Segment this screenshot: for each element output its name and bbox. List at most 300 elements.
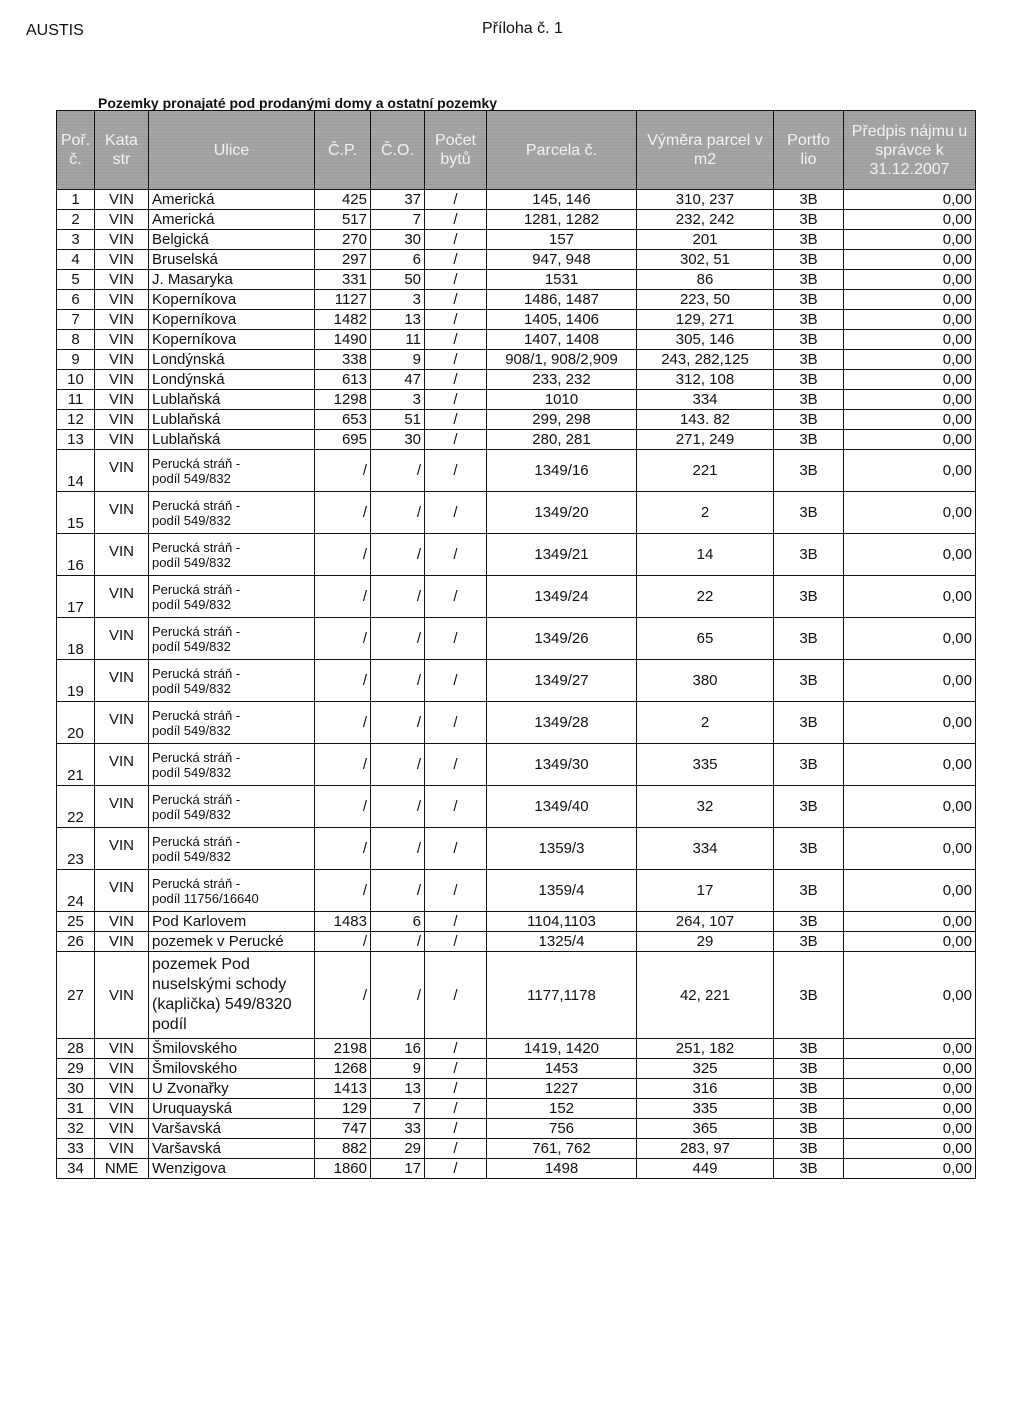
cell-pocet: / bbox=[425, 932, 487, 952]
cell-portfolio: 3B bbox=[774, 702, 844, 744]
cell-co: / bbox=[371, 828, 425, 870]
cell-pocet: / bbox=[425, 330, 487, 350]
cell-parcela: 1177,1178 bbox=[487, 952, 637, 1039]
header-appendix: Příloha č. 1 bbox=[482, 20, 563, 37]
cell-parcela: 280, 281 bbox=[487, 430, 637, 450]
cell-kat: VIN bbox=[95, 870, 149, 912]
col-header-vymera: Výměra parcel v m2 bbox=[637, 111, 774, 190]
cell-cp: 517 bbox=[315, 210, 371, 230]
cell-vymera: 312, 108 bbox=[637, 370, 774, 390]
cell-por: 20 bbox=[57, 702, 95, 744]
cell-predpis: 0,00 bbox=[844, 786, 976, 828]
cell-kat: VIN bbox=[95, 744, 149, 786]
cell-parcela: 1453 bbox=[487, 1059, 637, 1079]
cell-vymera: 310, 237 bbox=[637, 190, 774, 210]
cell-ulice bbox=[149, 786, 315, 828]
cell-predpis: 0,00 bbox=[844, 1079, 976, 1099]
cell-por: 21 bbox=[57, 744, 95, 786]
cell-kat: VIN bbox=[95, 190, 149, 210]
cell-por: 9 bbox=[57, 350, 95, 370]
cell-co: / bbox=[371, 702, 425, 744]
cell-vymera: 305, 146 bbox=[637, 330, 774, 350]
cell-predpis: 0,00 bbox=[844, 1119, 976, 1139]
cell-co: 37 bbox=[371, 190, 425, 210]
cell-co: / bbox=[371, 450, 425, 492]
cell-vymera: 143. 82 bbox=[637, 410, 774, 430]
cell-co: 29 bbox=[371, 1139, 425, 1159]
header-row bbox=[57, 111, 976, 190]
cell-parcela: 299, 298 bbox=[487, 410, 637, 430]
cell-pocet: / bbox=[425, 786, 487, 828]
street-line-1: Perucká stráň - bbox=[152, 498, 241, 513]
cell-pocet: / bbox=[425, 270, 487, 290]
cell-por: 8 bbox=[57, 330, 95, 350]
cell-por: 22 bbox=[57, 786, 95, 828]
cell-parcela: 1349/30 bbox=[487, 744, 637, 786]
cell-vymera: 2 bbox=[637, 492, 774, 534]
cell-ulice: Koperníkova bbox=[149, 310, 315, 330]
cell-portfolio: 3B bbox=[774, 534, 844, 576]
cell-ulice: Lublaňská bbox=[149, 410, 315, 430]
cell-portfolio: 3B bbox=[774, 492, 844, 534]
cell-co: 30 bbox=[371, 230, 425, 250]
cell-ulice bbox=[149, 450, 315, 492]
cell-predpis: 0,00 bbox=[844, 1039, 976, 1059]
cell-parcela: 908/1, 908/2,909 bbox=[487, 350, 637, 370]
cell-kat: VIN bbox=[95, 1139, 149, 1159]
cell-pocet: / bbox=[425, 310, 487, 330]
table-row bbox=[57, 1059, 976, 1079]
cell-vymera: 365 bbox=[637, 1119, 774, 1139]
cell-kat: VIN bbox=[95, 492, 149, 534]
table-title: Pozemky pronajaté pod prodanými domy a ostatní pozemky bbox=[98, 95, 498, 111]
table-row bbox=[57, 702, 976, 744]
cell-vymera: 86 bbox=[637, 270, 774, 290]
table-row bbox=[57, 270, 976, 290]
cell-vymera: 335 bbox=[637, 1099, 774, 1119]
cell-parcela: 1227 bbox=[487, 1079, 637, 1099]
cell-predpis: 0,00 bbox=[844, 744, 976, 786]
cell-ulice: Šmilovského bbox=[149, 1039, 315, 1059]
land-table-wrap bbox=[56, 110, 975, 1179]
cell-predpis: 0,00 bbox=[844, 450, 976, 492]
street-line-1: Perucká stráň - bbox=[152, 456, 241, 471]
cell-predpis: 0,00 bbox=[844, 828, 976, 870]
cell-pocet: / bbox=[425, 190, 487, 210]
cell-portfolio: 3B bbox=[774, 786, 844, 828]
cell-predpis: 0,00 bbox=[844, 492, 976, 534]
cell-por: 12 bbox=[57, 410, 95, 430]
table-row bbox=[57, 250, 976, 270]
cell-por: 10 bbox=[57, 370, 95, 390]
cell-por: 26 bbox=[57, 932, 95, 952]
cell-ulice bbox=[149, 492, 315, 534]
cell-pocet: / bbox=[425, 618, 487, 660]
street-line-1: Perucká stráň - bbox=[152, 792, 241, 807]
cell-kat: VIN bbox=[95, 534, 149, 576]
table-row bbox=[57, 492, 976, 534]
street-line-2: podíl 549/832 bbox=[152, 639, 231, 654]
table-body bbox=[57, 190, 976, 1179]
cell-pocet: / bbox=[425, 1079, 487, 1099]
table-row bbox=[57, 1079, 976, 1099]
cell-cp: 695 bbox=[315, 430, 371, 450]
cell-por: 7 bbox=[57, 310, 95, 330]
cell-parcela: 1349/26 bbox=[487, 618, 637, 660]
cell-parcela: 1405, 1406 bbox=[487, 310, 637, 330]
cell-cp: 331 bbox=[315, 270, 371, 290]
col-header-portfolio: Portfo lio bbox=[774, 111, 844, 190]
table-row bbox=[57, 230, 976, 250]
cell-cp: / bbox=[315, 576, 371, 618]
cell-ulice bbox=[149, 576, 315, 618]
cell-pocet: / bbox=[425, 450, 487, 492]
cell-ulice: Koperníkova bbox=[149, 330, 315, 350]
cell-co: 7 bbox=[371, 210, 425, 230]
cell-kat: VIN bbox=[95, 828, 149, 870]
table-row bbox=[57, 660, 976, 702]
street-line-2: podíl 549/832 bbox=[152, 555, 231, 570]
cell-predpis: 0,00 bbox=[844, 912, 976, 932]
table-row bbox=[57, 1139, 976, 1159]
cell-portfolio: 3B bbox=[774, 370, 844, 390]
col-header-kat: Kata str bbox=[95, 111, 149, 190]
cell-pocet: / bbox=[425, 390, 487, 410]
cell-por: 30 bbox=[57, 1079, 95, 1099]
street-line-2: podíl 549/832 bbox=[152, 513, 231, 528]
cell-cp: 1490 bbox=[315, 330, 371, 350]
table-row bbox=[57, 450, 976, 492]
cell-vymera: 283, 97 bbox=[637, 1139, 774, 1159]
table-row bbox=[57, 534, 976, 576]
cell-parcela: 1010 bbox=[487, 390, 637, 410]
cell-vymera: 264, 107 bbox=[637, 912, 774, 932]
cell-portfolio: 3B bbox=[774, 1119, 844, 1139]
cell-co: / bbox=[371, 660, 425, 702]
cell-pocet: / bbox=[425, 576, 487, 618]
cell-parcela: 152 bbox=[487, 1099, 637, 1119]
cell-ulice bbox=[149, 744, 315, 786]
cell-cp: 1483 bbox=[315, 912, 371, 932]
cell-ulice: Londýnská bbox=[149, 350, 315, 370]
cell-vymera: 223, 50 bbox=[637, 290, 774, 310]
cell-pocet: / bbox=[425, 870, 487, 912]
cell-predpis: 0,00 bbox=[844, 330, 976, 350]
cell-por: 14 bbox=[57, 450, 95, 492]
table-row bbox=[57, 290, 976, 310]
cell-predpis: 0,00 bbox=[844, 290, 976, 310]
cell-pocet: / bbox=[425, 370, 487, 390]
cell-kat: VIN bbox=[95, 390, 149, 410]
cell-parcela: 1486, 1487 bbox=[487, 290, 637, 310]
cell-kat: VIN bbox=[95, 230, 149, 250]
cell-kat: VIN bbox=[95, 330, 149, 350]
cell-predpis: 0,00 bbox=[844, 210, 976, 230]
cell-predpis: 0,00 bbox=[844, 410, 976, 430]
cell-vymera: 271, 249 bbox=[637, 430, 774, 450]
table-row bbox=[57, 310, 976, 330]
cell-co: 30 bbox=[371, 430, 425, 450]
cell-por: 23 bbox=[57, 828, 95, 870]
cell-predpis: 0,00 bbox=[844, 870, 976, 912]
cell-kat: VIN bbox=[95, 270, 149, 290]
cell-portfolio: 3B bbox=[774, 450, 844, 492]
cell-pocet: / bbox=[425, 744, 487, 786]
cell-ulice: U Zvonařky bbox=[149, 1079, 315, 1099]
cell-parcela: 1349/16 bbox=[487, 450, 637, 492]
cell-portfolio: 3B bbox=[774, 1059, 844, 1079]
cell-parcela: 947, 948 bbox=[487, 250, 637, 270]
street-line-1: Perucká stráň - bbox=[152, 834, 241, 849]
cell-portfolio: 3B bbox=[774, 230, 844, 250]
cell-pocet: / bbox=[425, 1099, 487, 1119]
cell-portfolio: 3B bbox=[774, 828, 844, 870]
street-line-1: Perucká stráň - bbox=[152, 708, 241, 723]
cell-pocet: / bbox=[425, 1139, 487, 1159]
cell-cp: 613 bbox=[315, 370, 371, 390]
cell-cp: / bbox=[315, 932, 371, 952]
cell-kat: VIN bbox=[95, 1099, 149, 1119]
cell-co: 7 bbox=[371, 1099, 425, 1119]
cell-kat: VIN bbox=[95, 702, 149, 744]
cell-kat: VIN bbox=[95, 1119, 149, 1139]
cell-ulice bbox=[149, 702, 315, 744]
street-line-2: podíl 549/832 bbox=[152, 471, 231, 486]
cell-por: 11 bbox=[57, 390, 95, 410]
cell-vymera: 201 bbox=[637, 230, 774, 250]
table-row bbox=[57, 370, 976, 390]
cell-co: 17 bbox=[371, 1159, 425, 1179]
cell-portfolio: 3B bbox=[774, 1099, 844, 1119]
cell-cp: 882 bbox=[315, 1139, 371, 1159]
cell-portfolio: 3B bbox=[774, 250, 844, 270]
cell-co: 6 bbox=[371, 912, 425, 932]
table-row bbox=[57, 932, 976, 952]
cell-vymera: 2 bbox=[637, 702, 774, 744]
cell-kat: VIN bbox=[95, 430, 149, 450]
cell-portfolio: 3B bbox=[774, 618, 844, 660]
cell-ulice: Americká bbox=[149, 190, 315, 210]
cell-vymera: 129, 271 bbox=[637, 310, 774, 330]
cell-cp: 747 bbox=[315, 1119, 371, 1139]
cell-vymera: 325 bbox=[637, 1059, 774, 1079]
land-table bbox=[56, 110, 976, 1179]
cell-co: 51 bbox=[371, 410, 425, 430]
cell-vymera: 14 bbox=[637, 534, 774, 576]
cell-cp: 129 bbox=[315, 1099, 371, 1119]
table-row bbox=[57, 330, 976, 350]
cell-ulice: Bruselská bbox=[149, 250, 315, 270]
cell-portfolio: 3B bbox=[774, 210, 844, 230]
cell-portfolio: 3B bbox=[774, 1139, 844, 1159]
table-row bbox=[57, 618, 976, 660]
cell-cp: 1482 bbox=[315, 310, 371, 330]
col-header-co: Č.O. bbox=[371, 111, 425, 190]
cell-cp: 1860 bbox=[315, 1159, 371, 1179]
cell-ulice: Americká bbox=[149, 210, 315, 230]
cell-parcela: 1349/28 bbox=[487, 702, 637, 744]
cell-por: 6 bbox=[57, 290, 95, 310]
cell-kat: NME bbox=[95, 1159, 149, 1179]
cell-kat: VIN bbox=[95, 350, 149, 370]
header-company: AUSTIS bbox=[26, 22, 84, 39]
cell-portfolio: 3B bbox=[774, 390, 844, 410]
cell-predpis: 0,00 bbox=[844, 270, 976, 290]
cell-parcela: 233, 232 bbox=[487, 370, 637, 390]
cell-parcela: 1325/4 bbox=[487, 932, 637, 952]
cell-ulice: Varšavská bbox=[149, 1139, 315, 1159]
cell-kat: VIN bbox=[95, 290, 149, 310]
table-row bbox=[57, 952, 976, 1039]
table-row bbox=[57, 1039, 976, 1059]
cell-cp: / bbox=[315, 534, 371, 576]
cell-ulice: Wenzigova bbox=[149, 1159, 315, 1179]
cell-vymera: 316 bbox=[637, 1079, 774, 1099]
cell-portfolio: 3B bbox=[774, 350, 844, 370]
cell-co: 13 bbox=[371, 310, 425, 330]
cell-ulice: Uruquayská bbox=[149, 1099, 315, 1119]
cell-predpis: 0,00 bbox=[844, 932, 976, 952]
cell-kat: VIN bbox=[95, 576, 149, 618]
cell-co: 50 bbox=[371, 270, 425, 290]
cell-kat: VIN bbox=[95, 1079, 149, 1099]
cell-parcela: 1281, 1282 bbox=[487, 210, 637, 230]
cell-parcela: 1498 bbox=[487, 1159, 637, 1179]
cell-parcela: 1349/40 bbox=[487, 786, 637, 828]
cell-portfolio: 3B bbox=[774, 310, 844, 330]
street-line-1: Perucká stráň - bbox=[152, 750, 241, 765]
table-row bbox=[57, 576, 976, 618]
cell-pocet: / bbox=[425, 410, 487, 430]
cell-vymera: 29 bbox=[637, 932, 774, 952]
table-row bbox=[57, 1099, 976, 1119]
cell-cp: 1413 bbox=[315, 1079, 371, 1099]
cell-kat: VIN bbox=[95, 250, 149, 270]
street-line-1: Perucká stráň - bbox=[152, 876, 241, 891]
cell-pocet: / bbox=[425, 660, 487, 702]
cell-por: 27 bbox=[57, 952, 95, 1039]
table-row bbox=[57, 1159, 976, 1179]
cell-por: 1 bbox=[57, 190, 95, 210]
cell-ulice: Lublaňská bbox=[149, 390, 315, 410]
cell-predpis: 0,00 bbox=[844, 660, 976, 702]
cell-kat: VIN bbox=[95, 932, 149, 952]
cell-cp: / bbox=[315, 618, 371, 660]
cell-predpis: 0,00 bbox=[844, 1099, 976, 1119]
cell-ulice: pozemek Pod nuselskými schody (kaplička) 549/8320 podíl bbox=[149, 952, 315, 1039]
street-line-2: podíl 549/832 bbox=[152, 765, 231, 780]
cell-kat: VIN bbox=[95, 1039, 149, 1059]
cell-predpis: 0,00 bbox=[844, 230, 976, 250]
cell-por: 2 bbox=[57, 210, 95, 230]
cell-co: / bbox=[371, 492, 425, 534]
cell-cp: 1127 bbox=[315, 290, 371, 310]
table-row bbox=[57, 190, 976, 210]
cell-parcela: 1359/4 bbox=[487, 870, 637, 912]
cell-parcela: 1407, 1408 bbox=[487, 330, 637, 350]
cell-co: / bbox=[371, 576, 425, 618]
cell-kat: VIN bbox=[95, 310, 149, 330]
cell-pocet: / bbox=[425, 534, 487, 576]
cell-portfolio: 3B bbox=[774, 270, 844, 290]
cell-pocet: / bbox=[425, 290, 487, 310]
cell-cp: 425 bbox=[315, 190, 371, 210]
street-line-2: podíl 549/832 bbox=[152, 807, 231, 822]
cell-kat: VIN bbox=[95, 786, 149, 828]
cell-co: / bbox=[371, 786, 425, 828]
cell-ulice bbox=[149, 828, 315, 870]
cell-predpis: 0,00 bbox=[844, 370, 976, 390]
cell-por: 31 bbox=[57, 1099, 95, 1119]
cell-por: 32 bbox=[57, 1119, 95, 1139]
col-header-parcela: Parcela č. bbox=[487, 111, 637, 190]
cell-kat: VIN bbox=[95, 660, 149, 702]
cell-kat: VIN bbox=[95, 952, 149, 1039]
cell-vymera: 251, 182 bbox=[637, 1039, 774, 1059]
cell-portfolio: 3B bbox=[774, 744, 844, 786]
table-row bbox=[57, 410, 976, 430]
cell-parcela: 1531 bbox=[487, 270, 637, 290]
cell-co: 11 bbox=[371, 330, 425, 350]
cell-cp: 338 bbox=[315, 350, 371, 370]
cell-pocet: / bbox=[425, 1159, 487, 1179]
street-line-2: podíl 549/832 bbox=[152, 849, 231, 864]
table-row bbox=[57, 912, 976, 932]
cell-vymera: 22 bbox=[637, 576, 774, 618]
cell-por: 13 bbox=[57, 430, 95, 450]
cell-ulice: Koperníkova bbox=[149, 290, 315, 310]
cell-pocet: / bbox=[425, 350, 487, 370]
cell-cp: 297 bbox=[315, 250, 371, 270]
cell-cp: / bbox=[315, 492, 371, 534]
cell-cp: 2198 bbox=[315, 1039, 371, 1059]
table-row bbox=[57, 828, 976, 870]
cell-pocet: / bbox=[425, 912, 487, 932]
cell-co: / bbox=[371, 952, 425, 1039]
cell-por: 18 bbox=[57, 618, 95, 660]
cell-por: 24 bbox=[57, 870, 95, 912]
cell-vymera: 32 bbox=[637, 786, 774, 828]
cell-co: 33 bbox=[371, 1119, 425, 1139]
cell-cp: 270 bbox=[315, 230, 371, 250]
cell-predpis: 0,00 bbox=[844, 430, 976, 450]
cell-predpis: 0,00 bbox=[844, 618, 976, 660]
cell-por: 34 bbox=[57, 1159, 95, 1179]
cell-co: 16 bbox=[371, 1039, 425, 1059]
col-header-predpis: Předpis nájmu u správce k 31.12.2007 bbox=[844, 111, 976, 190]
cell-kat: VIN bbox=[95, 370, 149, 390]
cell-kat: VIN bbox=[95, 450, 149, 492]
cell-predpis: 0,00 bbox=[844, 702, 976, 744]
cell-parcela: 756 bbox=[487, 1119, 637, 1139]
cell-vymera: 380 bbox=[637, 660, 774, 702]
cell-cp: / bbox=[315, 660, 371, 702]
cell-pocet: / bbox=[425, 430, 487, 450]
cell-vymera: 302, 51 bbox=[637, 250, 774, 270]
cell-cp: 1298 bbox=[315, 390, 371, 410]
cell-vymera: 243, 282,125 bbox=[637, 350, 774, 370]
cell-pocet: / bbox=[425, 1119, 487, 1139]
cell-co: / bbox=[371, 534, 425, 576]
cell-por: 4 bbox=[57, 250, 95, 270]
cell-ulice bbox=[149, 870, 315, 912]
cell-por: 28 bbox=[57, 1039, 95, 1059]
street-line-2: podíl 549/832 bbox=[152, 681, 231, 696]
cell-por: 3 bbox=[57, 230, 95, 250]
cell-pocet: / bbox=[425, 1059, 487, 1079]
cell-portfolio: 3B bbox=[774, 410, 844, 430]
cell-portfolio: 3B bbox=[774, 1159, 844, 1179]
